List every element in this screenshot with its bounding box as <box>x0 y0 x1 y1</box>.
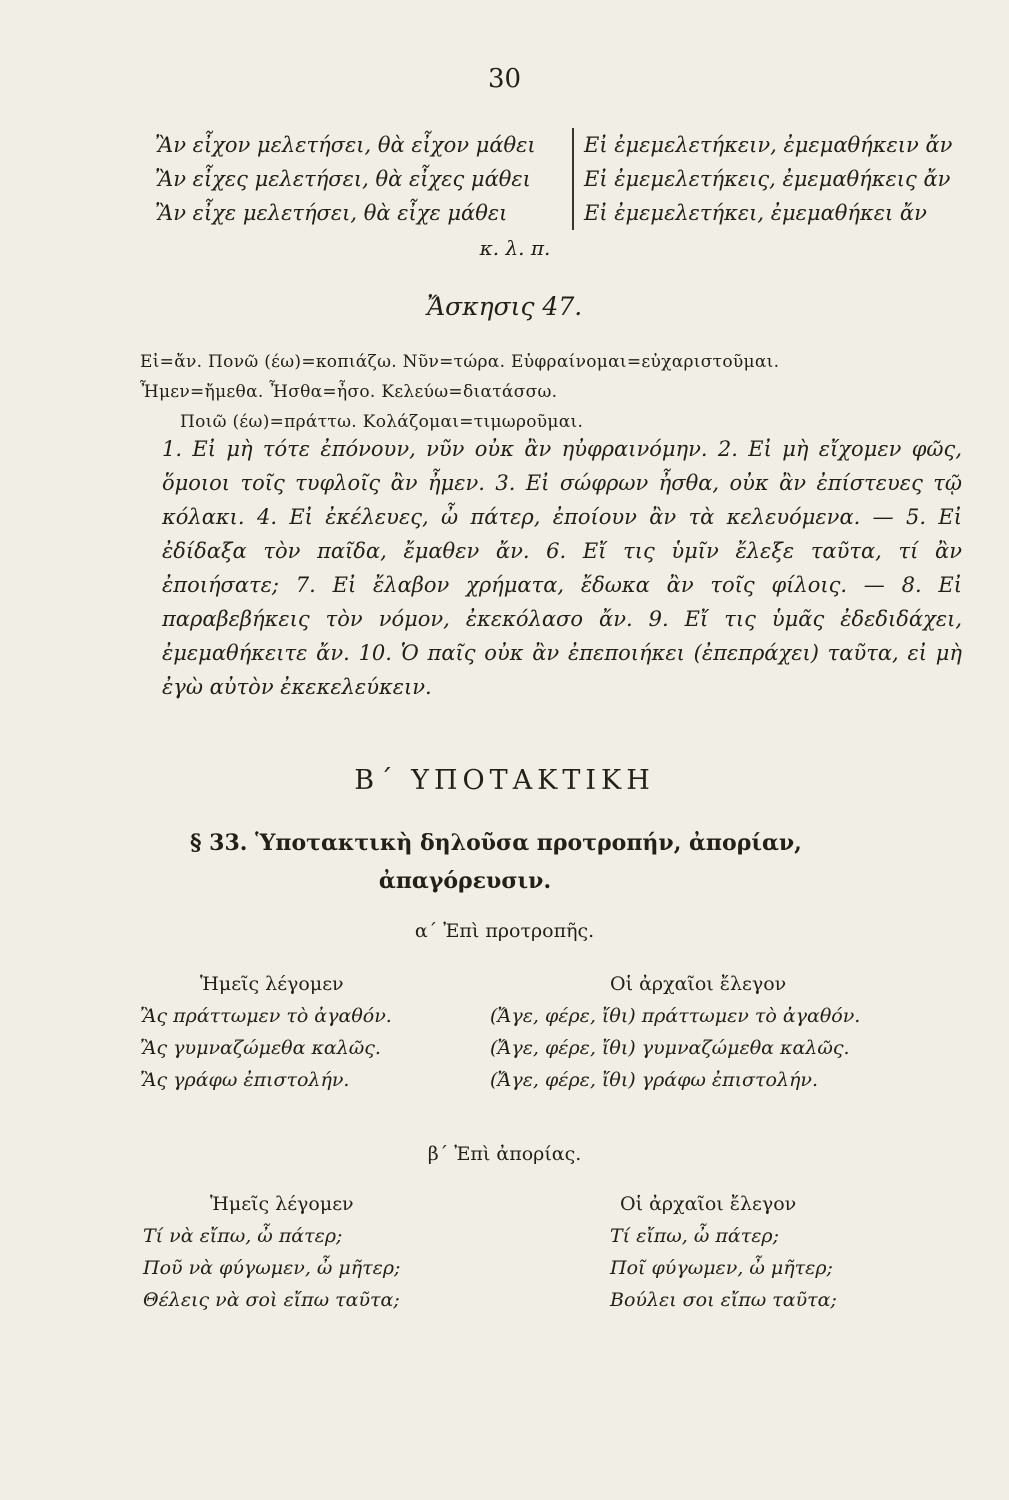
exercise-title: Ἄσκησις 47. <box>426 292 583 321</box>
ancient-phrase: Ποῖ φύγωμεν, ὦ μῆτερ; <box>610 1257 833 1279</box>
modern-phrase: Ἂς γυμναζώμεθα καλῶς. <box>140 1037 381 1059</box>
part-b-row <box>140 1284 960 1316</box>
vocabulary-block <box>140 347 970 437</box>
header-modern: Ἡμεῖς λέγομεν <box>200 973 344 995</box>
conjugation-table <box>155 128 955 260</box>
part-a-row <box>140 1032 960 1064</box>
section-heading-line1: § 33. Ὑποτακτικὴ δηλοῦσα προτροπήν, ἀπορίαν, <box>190 830 802 856</box>
header-ancient: Οἱ ἀρχαῖοι ἔλεγον <box>610 973 787 995</box>
conjugation-row <box>155 128 955 162</box>
part-b-title: β΄ Ἐπὶ ἀπορίας. <box>427 1143 582 1165</box>
header-ancient: Οἱ ἀρχαῖοι ἔλεγον <box>620 1193 797 1215</box>
conjugation-modern: Ἂν εἶχες μελετήσει, θὰ εἶχες μάθει <box>155 167 531 191</box>
part-b-row <box>140 1252 960 1284</box>
vocabulary-line: Εἰ=ἄν. Πονῶ (έω)=κοπιάζω. Νῦν=τώρα. Εὐφραίνομαι=εὐχαριστοῦμαι. <box>140 352 780 372</box>
ancient-phrase: (Ἄγε, φέρε, ἴθι) πράττωμεν τὸ ἀγαθόν. <box>490 1005 861 1027</box>
conjugation-row <box>155 196 955 230</box>
section-heading-line2: ἀπαγόρευσιν. <box>378 868 552 894</box>
conjugation-ancient: Εἰ ἐμεμελετήκεις, ἐμεμαθήκεις ἄν <box>572 162 955 196</box>
vocabulary-line: Ποιῶ (έω)=πράττω. Κολάζομαι=τιμωροῦμαι. <box>180 412 584 432</box>
ancient-phrase: Βούλει σοι εἴπω ταῦτα; <box>610 1289 837 1311</box>
part-a-title: α΄ Ἐπὶ προτροπῆς. <box>414 920 595 942</box>
conjugation-modern: Ἂν εἶχε μελετήσει, θὰ εἶχε μάθει <box>155 201 508 225</box>
exercise-sentences: 1. Εἰ μὴ τότε ἐπόνουν, νῦν οὐκ ἂν ηὐφραινόμην. 2. Εἰ μὴ εἴχομεν φῶς, ὅμοιοι τοῖς τυφλοῖς ἂν ἦμεν. 3. Εἰ σώφρων ἦσθα, οὐκ ἂν ἐπίστευες τῷ κόλακι. 4. Εἰ ἐκέλευες, ὦ πάτερ, ἐποίουν ἂν τὰ κελευόμενα. — 5. Εἰ ἐδίδαξα τὸν παῖδα, ἔμαθεν ἄν. 6. Εἴ τις ὑμῖν ἔλεξε ταῦτα, τί ἂν ἐποιήσατε; 7. Εἰ ἔλαβον χρήματα, ἔδωκα ἂν τοῖς φίλοις. — 8. Εἰ παραβεβήκεις τὸν νόμον, ἐκεκόλασο ἄν. 9. Εἴ τις ὑμᾶς ἐδεδιδάχει, ἐμεμαθήκειτε ἄν. 10. Ὁ παῖς οὐκ ἂν ἐπεποιήκει (ἐπεπράχει) ταῦτα, εἰ μὴ ἐγὼ αὐτὸν ἐκεκελεύκειν. <box>162 437 962 699</box>
page-number: 30 <box>487 64 522 94</box>
ancient-phrase: (Ἄγε, φέρε, ἴθι) γράφω ἐπιστολήν. <box>490 1069 818 1091</box>
modern-phrase: Ποῦ νὰ φύγωμεν, ὦ μῆτερ; <box>143 1257 401 1279</box>
modern-phrase: Τί νὰ εἴπω, ὦ πάτερ; <box>143 1225 343 1247</box>
header-modern: Ἡμεῖς λέγομεν <box>210 1193 354 1215</box>
part-a-table <box>140 968 960 1096</box>
part-a-row <box>140 1064 960 1096</box>
part-b-row <box>140 1220 960 1252</box>
modern-phrase: Θέλεις νὰ σοὶ εἴπω ταῦτα; <box>143 1289 400 1311</box>
part-a-row <box>140 1000 960 1032</box>
part-b-header <box>140 1188 960 1220</box>
conjugation-ancient: Εἰ ἐμεμελετήκει, ἐμεμαθήκει ἄν <box>572 196 955 230</box>
modern-phrase: Ἂς γράφω ἐπιστολήν. <box>140 1069 350 1091</box>
part-b-table <box>140 1188 960 1316</box>
conjugation-modern: Ἂν εἶχον μελετήσει, θὰ εἶχον μάθει <box>155 133 536 157</box>
section-heading <box>190 824 970 900</box>
conjugation-ancient: Εἰ ἐμεμελετήκειν, ἐμεμαθήκειν ἄν <box>572 128 955 162</box>
part-a-header <box>140 968 960 1000</box>
ancient-phrase: (Ἄγε, φέρε, ἴθι) γυμναζώμεθα καλῶς. <box>490 1037 850 1059</box>
modern-phrase: Ἂς πράττωμεν τὸ ἀγαθόν. <box>140 1005 392 1027</box>
ancient-phrase: Τί εἴπω, ὦ πάτερ; <box>610 1225 779 1247</box>
etc-note: κ. λ. π. <box>479 236 551 260</box>
vocabulary-line: Ἦμεν=ἤμεθα. Ἦσθα=ἦσο. Κελεύω=διατάσσω. <box>140 382 558 402</box>
conjugation-row <box>155 162 955 196</box>
chapter-heading: Β΄ ΥΠΟΤΑΚΤΙΚΗ <box>354 765 655 796</box>
